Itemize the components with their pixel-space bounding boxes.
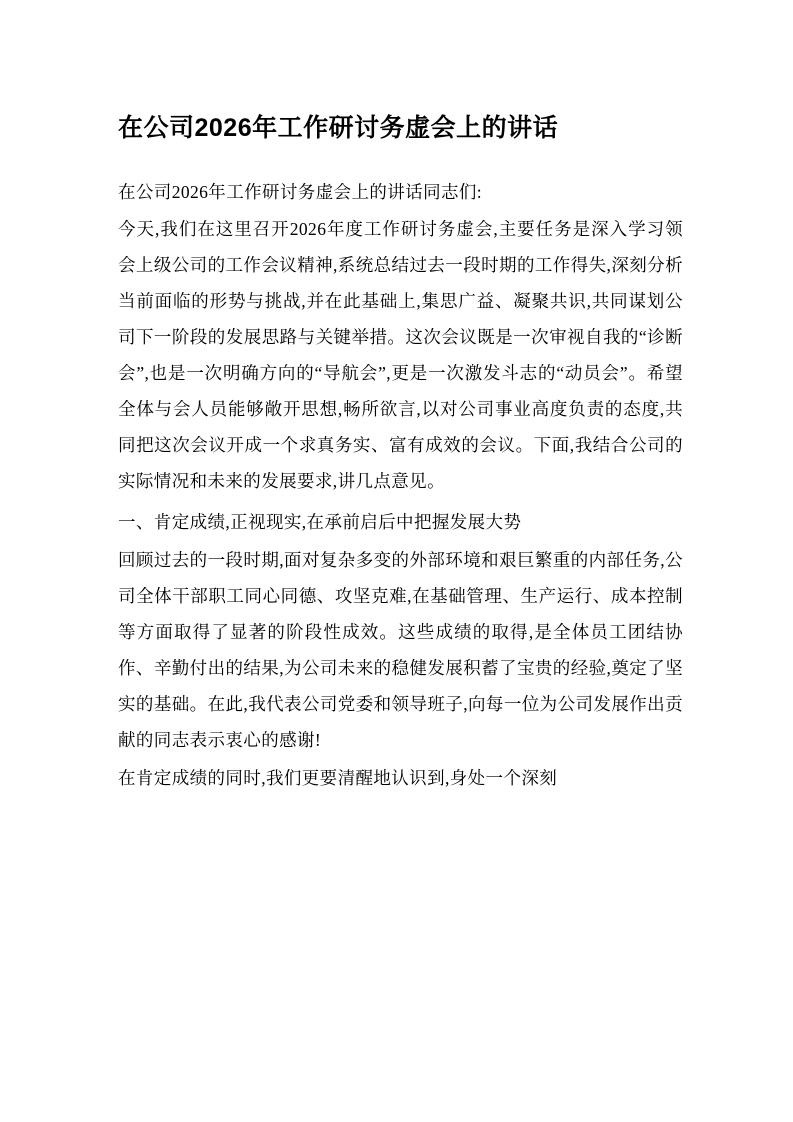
paragraph-2: 今天,我们在这里召开2026年度工作研讨务虚会,主要任务是深入学习领会上级公司的工作会议精神,系统总结过去一段时期的工作得失,深刻分析当前面临的形势与挑战,并在此基础上,集思广益、凝聚共识,共同谋划公司下一阶段的发展思路与关键举措。这次会议既是一次审视自我的“诊断会”,也是一次明确方向的“导航会”,更是一次激发斗志的“动员会”。希望全体与会人员能够敞开思想,畅所欲言,以对公司事业高度负责的态度,共同把这次会议开成一个求真务实、富有成效的会议。下面,我结合公司的实际情况和未来的发展要求,讲几点意见。 <box>118 219 683 491</box>
paragraph-3: 回顾过去的一段时期,面对复杂多变的外部环境和艰巨繁重的内部任务,公司全体干部职工同心同德、攻坚克难,在基础管理、生产运行、成本控制等方面取得了显著的阶段性成效。这些成绩的取得,是全体员工团结协作、辛勤付出的结果,为公司未来的稳健发展积蓄了宝贵的经验,奠定了坚实的基础。在此,我代表公司党委和领导班子,向每一位为公司发展作出贡献的同志表示衷心的感谢! <box>118 550 683 750</box>
paragraph-1: 在公司2026年工作研讨务虚会上的讲话同志们: <box>118 181 483 202</box>
section-heading-1: 一、肯定成绩,正视现实,在承前启后中把握发展大势 <box>118 512 522 533</box>
page-title: 在公司2026年工作研讨务虚会上的讲话 <box>118 114 559 142</box>
paragraph-4: 在肯定成绩的同时,我们更要清醒地认识到,身处一个深刻 <box>118 767 558 788</box>
